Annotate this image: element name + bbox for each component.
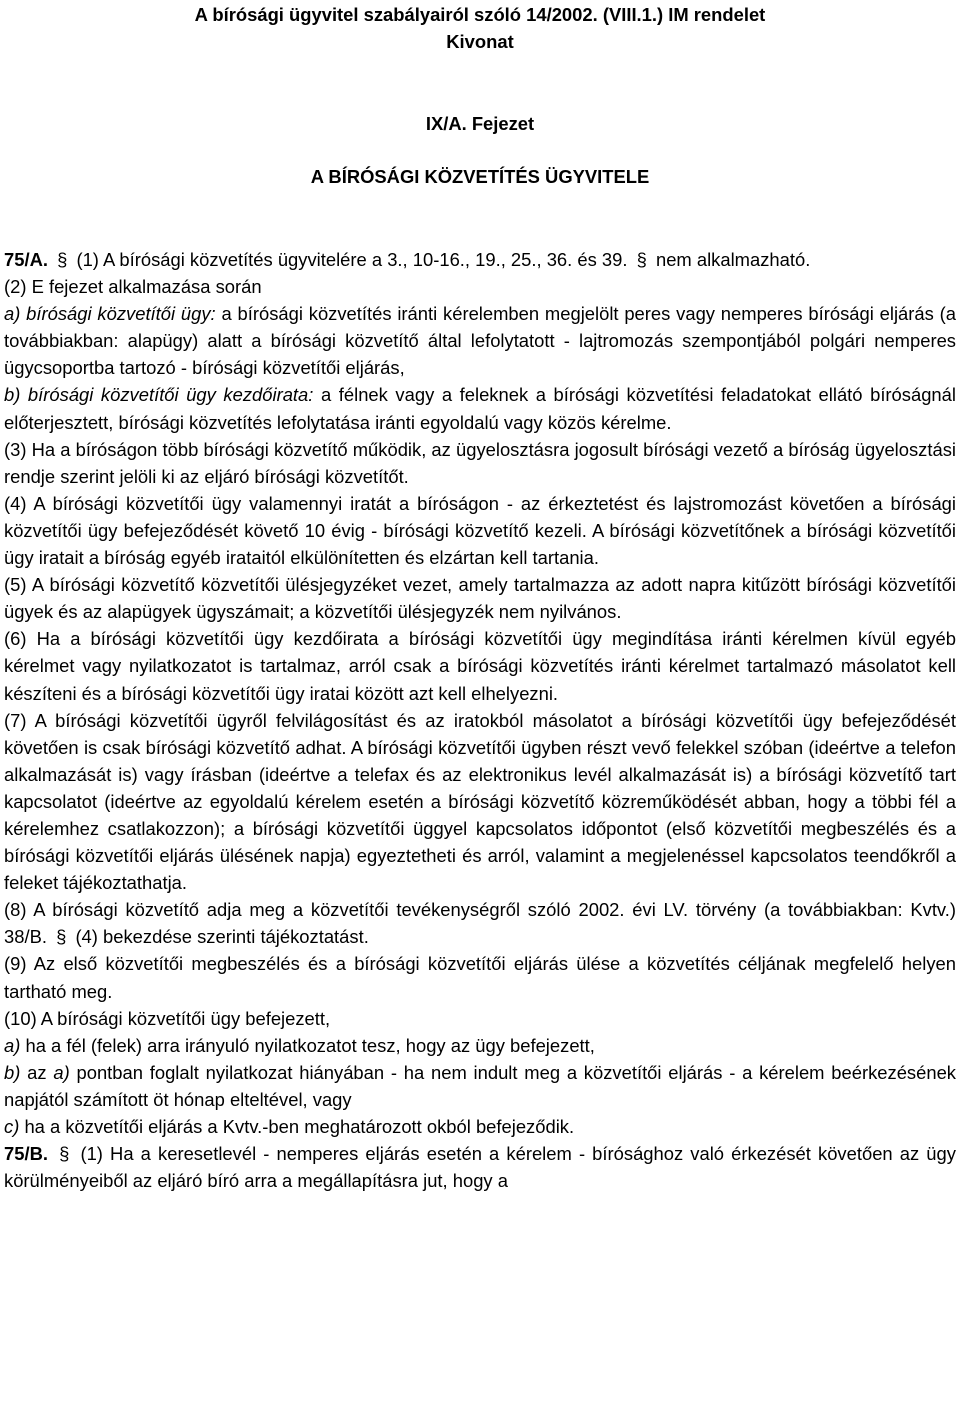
section-number: 75/B.: [4, 1143, 48, 1165]
paragraph-75a-10: (10) A bírósági közvetítői ügy befejezett,: [4, 1007, 331, 1029]
paragraph-75a-7: (7) A bírósági közvetítői ügyről felvilágosítást és az iratokból másolatot a bírósági közvetítői ügy befejeződését követően is csak bírósági közvetítő adhat. A bírósági közvetítői ügyben részt vevő felekkel szóban (ideértve a telefon alkalmazását is) vagy írásban (ideértve a telefax és az elektronikus levél alkalmazását is) a bírósági közvetítő tart kapcsolatot (ideértve az egyoldalú kérelem esetén a bírósági közvetítő közreműködését abban, hogy a többi fél a kérelemhez csatlakozzon); a bírósági közvetítői üggyel kapcsolatos időpontot (első közvetítői megbeszélés és a bírósági közvetítői eljárás ülésének napja) egyeztetheti és arról, valamint a megjelenéssel kapcsolatos teendőkről a feleket tájékoztathatja.: [4, 709, 956, 894]
definition-b: [4, 381, 956, 435]
list-label: c): [4, 1116, 20, 1137]
list-item-a: [4, 1032, 956, 1059]
paragraph-text: (1) A bírósági közvetítés ügyvitelére a 3., 10-16., 19., 25., 36. és 39.: [76, 249, 628, 270]
paragraph-75b-1: [4, 1140, 956, 1194]
list-item-c: [4, 1113, 956, 1140]
paragraph-text: (4) bekezdése szerinti tájékoztatást.: [75, 926, 369, 948]
chapter-number: IX/A. Fejezet: [425, 113, 535, 134]
paragraph-75a-3: (3) Ha a bíróságon több bírósági közvetítő működik, az ügyelosztásra jogosult bírósági vezető a bíróság ügyelosztási rendje szerint jelöli ki az eljáró bírósági közvetítőt.: [4, 438, 956, 487]
paragraph-text: (1) Ha a keresetlevél - nemperes eljárás esetén a kérelem - bírósághoz való érkezését követően az ügy körülményeiből az eljáró bíró arra a megállapításra jut, hogy a: [4, 1143, 956, 1192]
paragraph-75a-8: [4, 896, 956, 950]
list-reference: a): [53, 1061, 70, 1083]
list-text: ha a közvetítői eljárás a Kvtv.-ben meghatározott okból befejeződik.: [24, 1116, 575, 1137]
definition-a: [4, 300, 956, 381]
list-text: pontban foglalt nyilatkozat hiányában - ha nem indult meg a közvetítői eljárás - a kérelem beérkezésének napjától számított öt hónap elteltével, vagy: [4, 1061, 956, 1110]
definition-term: a) bírósági közvetítői ügy:: [4, 303, 216, 325]
definition-term: b) bírósági közvetítői ügy kezdőirata:: [4, 384, 314, 406]
document-subtitle: Kivonat: [446, 31, 514, 52]
paragraph-75a-4: (4) A bírósági közvetítői ügy valamennyi iratát a bíróságon - az érkeztetést és lajstromozást követően a bírósági közvetítői ügy befejeződését követő 10 évig - bírósági közvetítő kezeli. A bírósági közvetítőnek a bírósági közvetítői ügy iratait a bíróság egyéb irataitól elkülönítetten és elzártan kell tartania.: [4, 492, 956, 569]
document-title: A bírósági ügyvitel szabályairól szóló 14/2002. (VIII.1.) IM rendelet: [194, 4, 766, 25]
list-item-b: [4, 1059, 956, 1113]
section-sign-icon: §: [636, 249, 647, 270]
list-text: ha a fél (felek) arra irányuló nyilatkozatot tesz, hogy az ügy befejezett,: [25, 1034, 595, 1056]
paragraph-75a-5: (5) A bírósági közvetítő közvetítői ülésjegyzéket vezet, amely tartalmazza az adott napra kitűzött bírósági közvetítői ügyek és az alapügyek ügyszámait; a közvetítői ülésjegyzék nem nyilvános.: [4, 574, 956, 623]
list-label: b): [4, 1061, 21, 1083]
paragraph-75a-1: [4, 246, 956, 273]
section-sign-icon: §: [57, 249, 68, 270]
section-number: 75/A.: [4, 249, 48, 270]
chapter-title: A BÍRÓSÁGI KÖZVETÍTÉS ÜGYVITELE: [310, 166, 650, 187]
paragraph-75a-9: (9) Az első közvetítői megbeszélés és a bírósági közvetítői eljárás ülése a közvetítés céljának megfelelő helyen tartható meg.: [4, 953, 956, 1002]
document-body: [4, 246, 956, 1194]
paragraph-75a-2: (2) E fejezet alkalmazása során: [4, 276, 262, 298]
definition-text: a bírósági közvetítés iránti kérelemben megjelölt peres vagy nemperes bírósági eljárás (a továbbiakban: alapügy) alatt a bírósági közvetítő által lefolytatott - lajtromozás szempontjából polgári nemperes ügycsoportba tartozó - bírósági közvetítői eljárás,: [4, 303, 956, 379]
list-text: az: [27, 1061, 47, 1083]
section-sign-icon: §: [59, 1143, 70, 1165]
paragraph-text: nem alkalmazható.: [655, 249, 811, 270]
paragraph-text: (8) A bírósági közvetítő adja meg a közvetítői tevékenységről szóló 2002. évi LV. törvény (a továbbiakban: Kvtv.) 38/B.: [4, 899, 956, 948]
section-sign-icon: §: [56, 926, 67, 948]
list-label: a): [4, 1034, 21, 1056]
definition-text: a félnek vagy a feleknek a bírósági közvetítési feladatokat ellátó bíróságnál előterjesztett, bírósági közvetítés lefolytatása iránti egyoldalú vagy közös kérelme.: [4, 384, 956, 433]
paragraph-75a-6: (6) Ha a bírósági közvetítői ügy kezdőirata a bírósági közvetítői ügy megindítása iránti kérelmen kívül egyéb kérelmet vagy nyilatkozatot is tartalmaz, arról csak a bírósági közvetítés iránti kérelmet tartalmazó másolatot kell készíteni és a bírósági közvetítői ügy iratai között azt kell elhelyezni.: [4, 628, 956, 704]
